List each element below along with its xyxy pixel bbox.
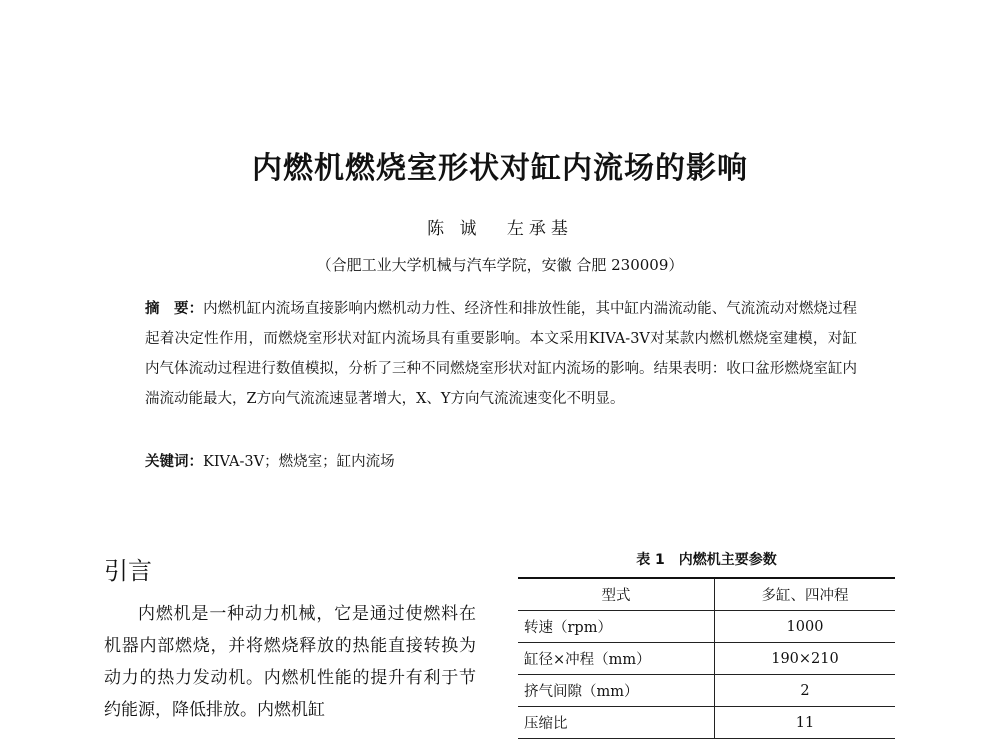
author-name: 左承基 [506,219,573,239]
table-cell: 转速（rpm） [518,611,715,643]
table-cell: 2 [715,675,896,707]
author-name: 陈 诚 [427,219,482,239]
table-cell: 11 [715,707,896,739]
keywords-label: 关键词： [145,454,203,470]
keywords [145,447,857,477]
table-header-cell: 型式 [518,578,715,611]
table-row [518,611,895,643]
table-row [518,675,895,707]
parameter-table [518,577,895,739]
table-row [518,643,895,675]
table-row [518,707,895,739]
intro-paragraph: 内燃机是一种动力机械，它是通过使燃料在机器内部燃烧，并将燃烧释放的热能直接转换为动力的热力发动机。内燃机性能的提升有利于节约能源，降低排放。内燃机缸 [104,604,476,720]
paper-title: 内燃机燃烧室形状对缸内流场的影响 [252,151,748,186]
table-caption: 表 1 内燃机主要参数 [636,552,777,568]
table-cell: 1000 [715,611,896,643]
author-list [0,214,1000,239]
table-header-row [518,578,895,611]
table-header-cell: 多缸、四冲程 [715,578,896,611]
abstract-label: 摘 要： [145,301,204,317]
abstract [145,294,857,414]
table-cell: 190×210 [715,643,896,675]
table-cell: 缸径×冲程（mm） [518,643,715,675]
section-heading: 引言 [104,557,152,585]
table-cell: 挤气间隙（mm） [518,675,715,707]
table-cell: 压缩比 [518,707,715,739]
abstract-text: 内燃机缸内流场直接影响内燃机动力性、经济性和排放性能，其中缸内湍流动能、气流流动对燃烧过程起着决定性作用，而燃烧室形状对缸内流场具有重要影响。本文采用KIVA-3V对某款内燃机燃烧室建模，对缸内气体流动过程进行数值模拟，分析了三种不同燃烧室形状对缸内流场的影响。结果表明：收口盆形燃烧室缸内湍流动能最大，Z方向气流流速显著增大，X、Y方向气流流速变化不明显。 [145,301,857,407]
affiliation: （合肥工业大学机械与汽车学院，安徽 合肥 230009） [316,256,684,274]
keywords-text: KIVA-3V；燃烧室；缸内流场 [203,454,395,470]
